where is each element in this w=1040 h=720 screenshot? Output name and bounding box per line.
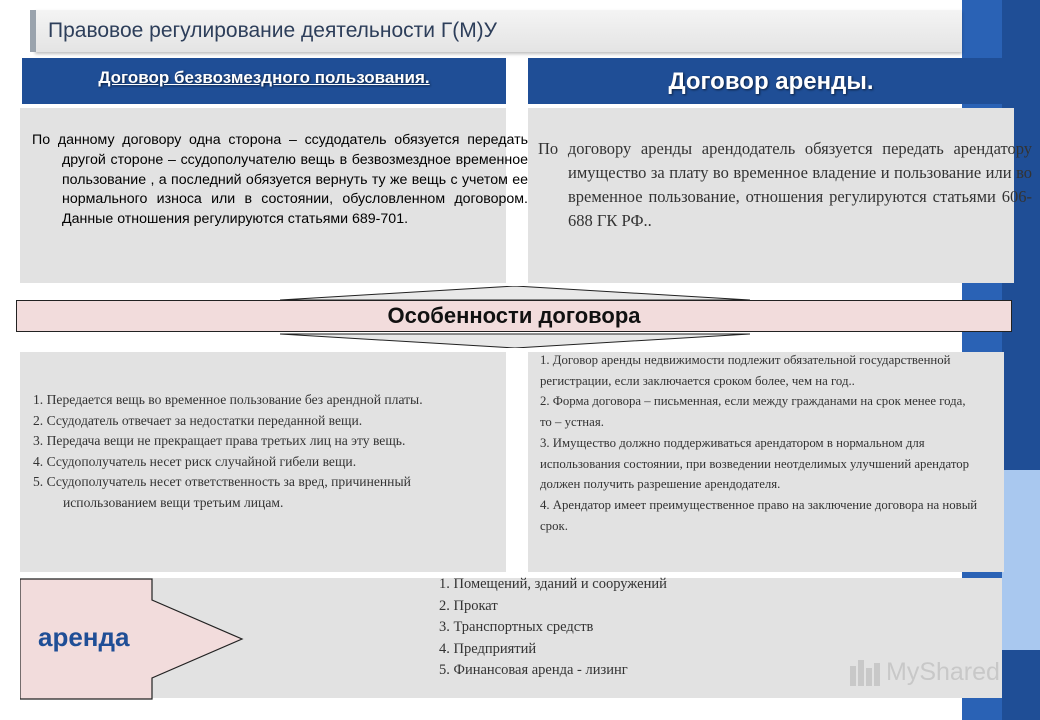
lease-label: аренда: [38, 622, 130, 652]
left-section-title: Договор безвозмездного пользования.: [22, 58, 506, 104]
right-features-list: [540, 350, 980, 536]
right-decor-stripe-light: [1002, 470, 1040, 650]
header-accent: [30, 10, 36, 52]
list-item: 3. Передача вещи не прекращает права третьих лиц на эту вещь.: [33, 433, 406, 448]
left-definition-text: По данному договору одна сторона – ссудодатель обязуется передать другой стороне – ссудополучателю вещь в безвозмездное временное пользование , а последний обязуется вернуть ту же вещь с учетом ее нормального износа или в состоянии, обусловленном договором. Данные отношения регулируются статьями 689-701.: [32, 132, 528, 228]
right-section-title: Договор аренды.: [528, 58, 1014, 104]
list-item: 4. Ссудополучатель несет риск случайной гибели вещи.: [33, 453, 357, 469]
list-item: 1. Передается вещь во временное пользование без арендной платы.: [33, 392, 423, 407]
list-item: 3. Транспортных средств: [439, 619, 594, 635]
lease-types-list: [439, 574, 859, 682]
list-item: 3. Имущество должно поддерживаться арендатором в нормальном для использования состоянии, при возведении неотделимых улучшений арендатор должен получить разрешение арендодателя.: [540, 435, 970, 492]
list-item: 2. Ссудодатель отвечает за недостатки переданной вещи.: [33, 412, 363, 428]
list-item: 4. Арендатор имеет преимущественное право на заключение договора на новый срок.: [540, 497, 978, 533]
list-item: 1. Договор аренды недвижимости подлежит обязательной государственной регистрации, если заключается сроком более, чем на год..: [540, 353, 951, 388]
list-item: 2. Прокат: [439, 597, 498, 614]
features-banner-title: Особенности договора: [387, 303, 641, 328]
list-item: 4. Предприятий: [439, 640, 537, 657]
list-item: 1. Помещений, зданий и сооружений: [439, 576, 667, 592]
left-features-list: [33, 390, 501, 513]
list-item: 5. Финансовая аренда - лизинг: [439, 662, 628, 678]
slide-title: Правовое регулирование деятельности Г(М)У: [48, 19, 498, 42]
logo-text: MyShared: [886, 658, 1000, 686]
right-definition-text: По договору аренды арендодатель обязуется передать арендатору имущество за плату во временное владение и пользование или во временное пользование, отношения регулируются статьями 606-688 ГК РФ..: [538, 139, 1032, 230]
list-item: 5. Ссудополучатель несет ответственность за вред, причиненный использованием вещи третьим лицам.: [33, 474, 411, 510]
list-item: 2. Форма договора – письменная, если между гражданами на срок менее года, то – устная.: [540, 394, 966, 430]
